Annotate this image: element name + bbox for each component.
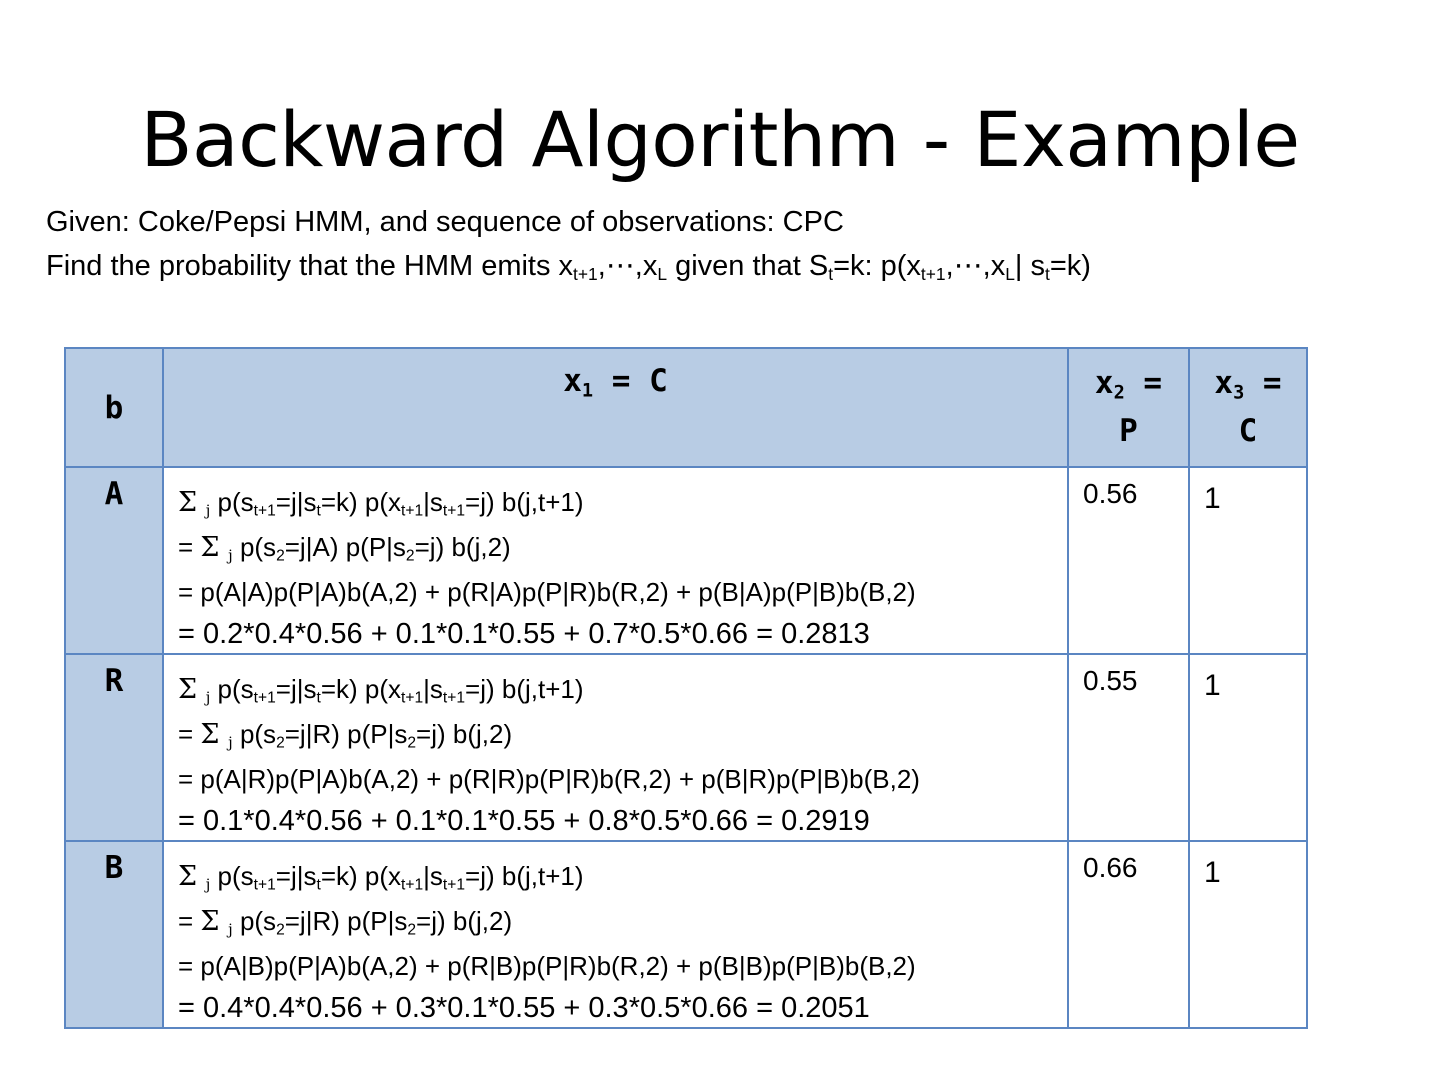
- text: =j|: [284, 906, 313, 936]
- given-state: R: [312, 906, 332, 936]
- text: =j) b(j,t+1): [465, 674, 584, 704]
- row-label: B: [65, 841, 163, 1028]
- sigma-symbol: [200, 906, 232, 937]
- text: =j) b(j,t+1): [465, 861, 584, 891]
- subscript: t+1: [920, 264, 946, 285]
- formula-line-2: [178, 899, 1067, 944]
- text: =: [178, 906, 201, 936]
- x3-value: 1: [1189, 841, 1307, 1028]
- formula-line-3: = p(A|B)p(P|A)b(A,2) + p(R|B)p(P|R)b(R,2) + p(B|B)p(P|B)b(B,2): [178, 951, 916, 981]
- x2-header: [1068, 348, 1189, 467]
- given-state: R: [312, 719, 332, 749]
- subscript: t+1: [401, 502, 424, 520]
- text: ,⋯,x: [597, 250, 658, 282]
- sigma-symbol: [178, 861, 210, 892]
- text: =j|: [284, 719, 313, 749]
- text: p(s: [210, 674, 254, 704]
- sigma-symbol: [178, 487, 210, 518]
- subscript: 3: [1233, 382, 1245, 404]
- row-label: A: [65, 467, 163, 654]
- text: = C: [593, 363, 668, 399]
- text: =k) p(x: [320, 487, 402, 517]
- formula-line-4: = 0.4*0.4*0.56 + 0.3*0.1*0.55 + 0.3*0.5*0.66 = 0.2051: [178, 992, 870, 1024]
- formula-line-1: [178, 854, 1067, 899]
- text: =k) p(x: [320, 861, 402, 891]
- formula-line-3: = p(A|R)p(P|A)b(A,2) + p(R|R)p(P|R)b(R,2) + p(B|R)p(P|B)b(B,2): [178, 764, 920, 794]
- table-row: [65, 654, 1307, 841]
- subscript: t+1: [401, 876, 424, 894]
- subscript: 2: [407, 734, 417, 752]
- text: =j|s: [275, 674, 317, 704]
- formula-line-4: = 0.2*0.4*0.56 + 0.1*0.1*0.55 + 0.7*0.5*0.66 = 0.2813: [178, 618, 870, 650]
- text: x: [1094, 365, 1114, 401]
- subscript: t: [828, 264, 834, 285]
- text: ,⋯,x: [945, 250, 1006, 282]
- header-line: C: [1238, 413, 1258, 449]
- subscript: j: [228, 920, 233, 939]
- subscript: j: [205, 875, 211, 894]
- x2-value: 0.55: [1068, 654, 1189, 841]
- text: p(s: [232, 906, 277, 936]
- header-line: P: [1119, 413, 1138, 449]
- given-line: Given: Coke/Pepsi HMM, and sequence of observations: CPC: [46, 206, 844, 238]
- subscript: t+1: [442, 689, 466, 707]
- subscript: 1: [581, 380, 594, 402]
- corner-header: b: [65, 348, 163, 467]
- text: |s: [423, 487, 443, 517]
- subscript: j: [228, 546, 233, 565]
- text: ) p(P|s: [331, 719, 408, 749]
- text: =k: p(x: [833, 250, 921, 282]
- text: p(s: [232, 719, 277, 749]
- header-row: [65, 348, 1307, 467]
- subscript: t: [316, 689, 321, 707]
- text: p(s: [232, 532, 277, 562]
- sigma-symbol: [200, 719, 232, 750]
- text: =j) b(j,t+1): [465, 487, 584, 517]
- text: Σ: [200, 532, 220, 563]
- subscript: 2: [407, 921, 417, 939]
- text: =: [1244, 365, 1282, 401]
- text: =j) b(j,2): [416, 906, 513, 936]
- text: Σ: [178, 861, 198, 892]
- x2-value: 0.66: [1068, 841, 1189, 1028]
- subscript: j: [228, 733, 233, 752]
- subscript: L: [657, 264, 668, 285]
- text: | s: [1014, 250, 1045, 282]
- text: =j|s: [275, 487, 317, 517]
- text: p(s: [210, 861, 254, 891]
- table-row: [65, 467, 1307, 654]
- x1-header: [163, 348, 1068, 467]
- text: =j) b(j,2): [416, 719, 513, 749]
- header-line: [1069, 359, 1188, 407]
- formula-line-2: [178, 525, 1067, 570]
- subscript: t+1: [442, 876, 466, 894]
- row-label: R: [65, 654, 163, 841]
- text: =j) b(j,2): [414, 532, 511, 562]
- formula-line-3: = p(A|A)p(P|A)b(A,2) + p(R|A)p(P|R)b(R,2) + p(B|A)p(P|B)b(B,2): [178, 577, 916, 607]
- subscript: L: [1005, 264, 1015, 285]
- formula-line-2: [178, 712, 1067, 757]
- subscript: t: [316, 502, 321, 520]
- subscript: j: [205, 501, 211, 520]
- x3-value: 1: [1189, 654, 1307, 841]
- given-state: A: [312, 532, 330, 562]
- subscript: 2: [276, 547, 285, 565]
- subscript: 2: [276, 734, 285, 752]
- calc-cell: [163, 654, 1068, 841]
- subscript: t+1: [253, 689, 276, 707]
- text: =j|s: [275, 861, 317, 891]
- text: Σ: [178, 487, 198, 518]
- subscript: t: [316, 876, 321, 894]
- text: =: [178, 719, 201, 749]
- sigma-symbol: [178, 674, 210, 705]
- text: ) p(P|s: [331, 906, 408, 936]
- text: x: [1214, 365, 1234, 401]
- text: =: [1124, 365, 1163, 401]
- text: x: [563, 363, 582, 399]
- text: =: [178, 532, 201, 562]
- subscript: 2: [405, 547, 415, 565]
- text: |s: [423, 861, 443, 891]
- text: =j|: [284, 532, 313, 562]
- calc-cell: [163, 467, 1068, 654]
- text: Σ: [200, 719, 220, 750]
- x3-header: [1189, 348, 1307, 467]
- subscript: t+1: [442, 502, 466, 520]
- subscript: 2: [1113, 382, 1125, 404]
- formula-line-1: [178, 667, 1067, 712]
- table-row: [65, 841, 1307, 1028]
- formula-line-1: [178, 480, 1067, 525]
- text: =k) p(x: [320, 674, 402, 704]
- find-line: [46, 249, 1091, 283]
- text: =k): [1049, 250, 1091, 282]
- subscript: j: [205, 688, 211, 707]
- formula-line-4: = 0.1*0.4*0.56 + 0.1*0.1*0.55 + 0.8*0.5*0.66 = 0.2919: [178, 805, 870, 837]
- text: given that S: [667, 250, 829, 282]
- subscript: t+1: [253, 502, 276, 520]
- text: Σ: [200, 906, 220, 937]
- subscript: t+1: [253, 876, 276, 894]
- calc-cell: [163, 841, 1068, 1028]
- header-line: [1190, 359, 1306, 407]
- text: Find the probability that the HMM emits x: [46, 250, 574, 282]
- subscript: t+1: [401, 689, 424, 707]
- subscript: t: [1044, 264, 1050, 285]
- text: p(s: [210, 487, 254, 517]
- text: Σ: [178, 674, 198, 705]
- subscript: 2: [276, 921, 285, 939]
- slide-title: Backward Algorithm - Example: [140, 95, 1300, 184]
- backward-table: [64, 347, 1308, 1029]
- text: ) p(P|s: [329, 532, 406, 562]
- x2-value: 0.56: [1068, 467, 1189, 654]
- subscript: t+1: [573, 264, 598, 285]
- sigma-symbol: [200, 532, 232, 563]
- text: |s: [423, 674, 443, 704]
- x3-value: 1: [1189, 467, 1307, 654]
